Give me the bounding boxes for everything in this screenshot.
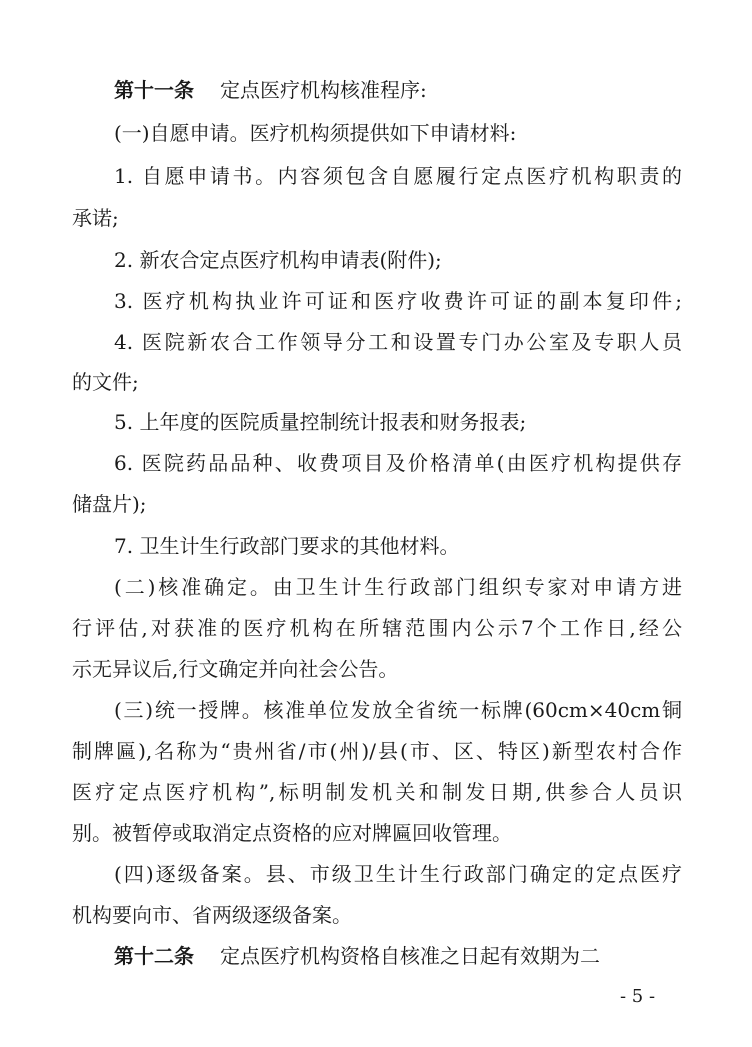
paragraph-line: 储盘片); (72, 492, 147, 516)
paragraph-line: (四)逐级备案。县、市级卫生计生行政部门确定的定点医疗 (114, 862, 682, 886)
paragraph-line: 行评估,对获准的医疗机构在所辖范围内公示7个工作日,经公 (72, 616, 682, 640)
paragraph-line: (一)自愿申请。医疗机构须提供如下申请材料: (114, 121, 517, 145)
paragraph-line: 4. 医院新农合工作领导分工和设置专门办公室及专职人员 (114, 330, 682, 354)
paragraph-line: 5. 上年度的医院质量控制统计报表和财务报表; (114, 410, 527, 434)
paragraph-line: 示无异议后,行文确定并向社会公告。 (72, 657, 399, 681)
article-11-heading (114, 72, 427, 108)
paragraph-line: 6. 医院药品品种、收费项目及价格清单(由医疗机构提供存 (114, 451, 682, 475)
paragraph-line: 7. 卫生计生行政部门要求的其他材料。 (114, 534, 460, 558)
paragraph-line: 2. 新农合定点医疗机构申请表(附件); (114, 248, 442, 272)
page-number: - 5 - (620, 986, 656, 1007)
paragraph-line: 3. 医疗机构执业许可证和医疗收费许可证的副本复印件; (114, 289, 682, 313)
paragraph-line: 制牌匾),名称为“贵州省/市(州)/县(市、区、特区)新型农村合作 (72, 739, 682, 763)
paragraph-line: 别。被暂停或取消定点资格的应对牌匾回收管理。 (72, 821, 512, 845)
paragraph-line: 承诺; (72, 206, 119, 230)
paragraph-line: (三)统一授牌。核准单位发放全省统一标牌(60cm×40cm铜 (114, 698, 682, 722)
article-11-label: 第十一条 (114, 78, 194, 102)
paragraph-line: 的文件; (72, 370, 139, 394)
paragraph-line: 机构要向市、省两级逐级备案。 (72, 903, 352, 927)
article-12-heading (114, 938, 600, 974)
paragraph-line: 医疗定点医疗机构”,标明制发机关和制发日期,供参合人员识 (72, 780, 682, 804)
article-11-text: 定点医疗机构核准程序: (220, 78, 427, 102)
paragraph-line: 1. 自愿申请书。内容须包含自愿履行定点医疗机构职责的 (114, 164, 682, 188)
article-12-text: 定点医疗机构资格自核准之日起有效期为二 (220, 944, 600, 968)
article-12-label: 第十二条 (114, 944, 194, 968)
paragraph-line: (二)核准确定。由卫生计生行政部门组织专家对申请方进 (114, 575, 682, 599)
